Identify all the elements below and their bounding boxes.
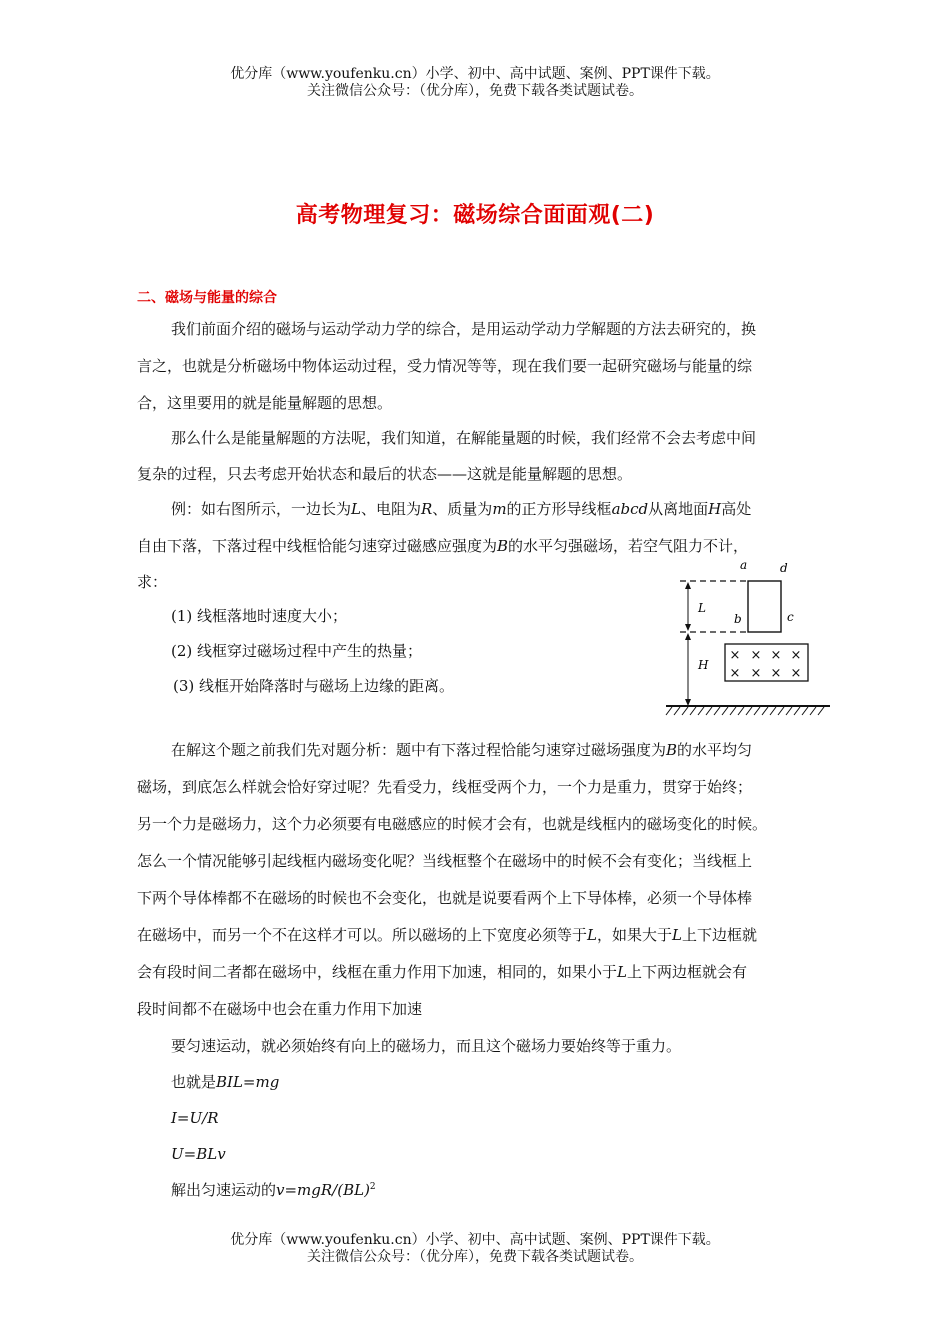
- field-x-symbol: ×: [770, 648, 782, 663]
- label-b: b: [734, 612, 742, 626]
- intro-line-5: 复杂的过程，只去考虑开始状态和最后的状态——这就是能量解题的思想。: [137, 465, 633, 483]
- label-d: d: [780, 561, 788, 575]
- analysis-text: 上下两边框就会有: [626, 963, 747, 981]
- field-x-symbol: ×: [729, 666, 741, 681]
- equation-velocity: v=mgR/(BL): [276, 1181, 370, 1199]
- example-text: 从离地面: [648, 500, 709, 518]
- falling-frame-figure: [660, 555, 840, 720]
- analysis-text: 在磁场中，而另一个不在这样才可以。所以磁场的上下宽度必须等于: [137, 926, 588, 944]
- example-text: 的正方形导线框: [506, 500, 612, 518]
- var-H: H: [708, 500, 722, 518]
- intro-line-1: 我们前面介绍的磁场与运动学动力学的综合，是用运动学动力学解题的方法去研究的，换: [171, 320, 757, 338]
- intro-line-3: 合，这里要用的就是能量解题的思想。: [137, 394, 393, 412]
- analysis-text: 在解这个题之前我们先对题分析：题中有下落过程恰能匀速穿过磁场强度为: [171, 741, 667, 759]
- H-arrow-down: [685, 699, 691, 706]
- question-3: (3) 线框开始降落时与磁场上边缘的距离。: [173, 677, 455, 695]
- example-text: 、电阻为: [360, 500, 421, 518]
- intro-line-4: 那么什么是能量解题的方法呢，我们知道，在解能量题的时候，我们经常不会去考虑中间: [171, 429, 757, 447]
- analysis-line-8: 段时间都不在磁场中也会在重力作用下加速: [137, 1000, 423, 1018]
- equation-force-balance: BIL=mg: [216, 1073, 280, 1091]
- var-L: L: [351, 500, 361, 518]
- ground-hatching: [666, 707, 824, 715]
- analysis-text: ，如果大于: [596, 926, 672, 944]
- analysis-line-7: [137, 954, 837, 991]
- L-arrow-up: [685, 582, 691, 589]
- analysis-line-5: 下两个导体棒都不在磁场的时候也不会变化，也就是说要看两个上下导体棒，必须一个导体棒: [137, 889, 753, 907]
- footer-line-2: 关注微信公众号：（优分库），免费下载各类试题试卷。: [307, 1249, 643, 1265]
- var-abcd: abcd: [611, 500, 649, 518]
- field-x-symbol: ×: [790, 666, 802, 681]
- equation-emf: U=BLv: [171, 1145, 226, 1163]
- header-line-2: 关注微信公众号：（优分库），免费下载各类试题试卷。: [307, 83, 643, 99]
- equation-line-1: [171, 1064, 871, 1101]
- example-text: 例：如右图所示，一边长为: [171, 500, 352, 518]
- example-text: 的水平匀强磁场，若空气阻力不计，: [508, 537, 749, 555]
- var-L: L: [617, 963, 627, 981]
- analysis-text: 也就是: [171, 1073, 217, 1091]
- analysis-line-6: [137, 917, 837, 954]
- label-H: H: [698, 658, 709, 672]
- analysis-text: 会有段时间二者都在磁场中，线框在重力作用下加速，相同的，如果小于: [137, 963, 618, 981]
- label-a: a: [740, 558, 748, 572]
- var-L: L: [587, 926, 597, 944]
- page-header: [0, 66, 950, 100]
- equation-current: I=U/R: [171, 1109, 219, 1127]
- intro-line-2: 言之，也就是分析磁场中物体运动过程，受力情况等等，现在我们要一起研究磁场与能量的综: [137, 357, 753, 375]
- analysis-text: 上下边框就: [681, 926, 757, 944]
- page-footer: [0, 1232, 950, 1266]
- example-text: 高处: [721, 500, 752, 518]
- question-2: (2) 线框穿过磁场过程中产生的热量；: [171, 642, 423, 660]
- section-heading: 二、磁场与能量的综合: [137, 290, 277, 306]
- equation-line-3: [171, 1136, 871, 1173]
- square-frame: [748, 581, 781, 632]
- analysis-text: 的水平均匀: [677, 741, 753, 759]
- field-x-symbol: ×: [729, 648, 741, 663]
- example-text: 自由下落，下落过程中线框恰能匀速穿过磁感应强度为: [137, 537, 498, 555]
- example-line-3: 求：: [137, 573, 168, 591]
- question-1: (1) 线框落地时速度大小；: [171, 607, 348, 625]
- L-arrow-down: [685, 624, 691, 631]
- equation-line-2: [171, 1100, 871, 1137]
- analysis-line-9: 要匀速运动，就必须始终有向上的磁场力，而且这个磁场力要始终等于重力。: [171, 1037, 682, 1055]
- footer-line-1: 优分库（www.youfenku.cn）小学、初中、高中试题、案例、PPT课件下载。: [230, 1232, 720, 1248]
- analysis-line-4: 怎么一个情况能够引起线框内磁场变化呢？当线框整个在磁场中的时候不会有变化；当线框上: [137, 852, 753, 870]
- field-x-symbol: ×: [770, 666, 782, 681]
- example-text: 、质量为: [432, 500, 493, 518]
- equation-exponent: 2: [369, 1182, 376, 1192]
- field-x-symbol: ×: [790, 648, 802, 663]
- header-line-1: 优分库（www.youfenku.cn）小学、初中、高中试题、案例、PPT课件下载。: [230, 66, 720, 82]
- H-arrow-up: [685, 633, 691, 640]
- analysis-line-3: 另一个力是磁场力，这个力必须要有电磁感应的时候才会有，也就是线框内的磁场变化的时候。: [137, 815, 768, 833]
- analysis-text: 解出匀速运动的: [171, 1181, 277, 1199]
- var-B: B: [666, 741, 678, 759]
- var-R: R: [421, 500, 433, 518]
- analysis-line-2: 磁场，到底怎么样就会恰好穿过呢？先看受力，线框受两个力，一个力是重力，贯穿于始终；: [137, 778, 753, 796]
- equation-line-4: [171, 1172, 871, 1209]
- analysis-line-1: [171, 732, 871, 769]
- field-x-symbol: ×: [750, 666, 762, 681]
- var-B: B: [497, 537, 509, 555]
- page-title: 高考物理复习：磁场综合面面观(二): [295, 203, 655, 228]
- var-m: m: [492, 500, 507, 518]
- var-L: L: [672, 926, 682, 944]
- example-line-1: [171, 491, 871, 528]
- field-x-symbol: ×: [750, 648, 762, 663]
- label-L: L: [698, 601, 706, 615]
- label-c: c: [787, 610, 794, 624]
